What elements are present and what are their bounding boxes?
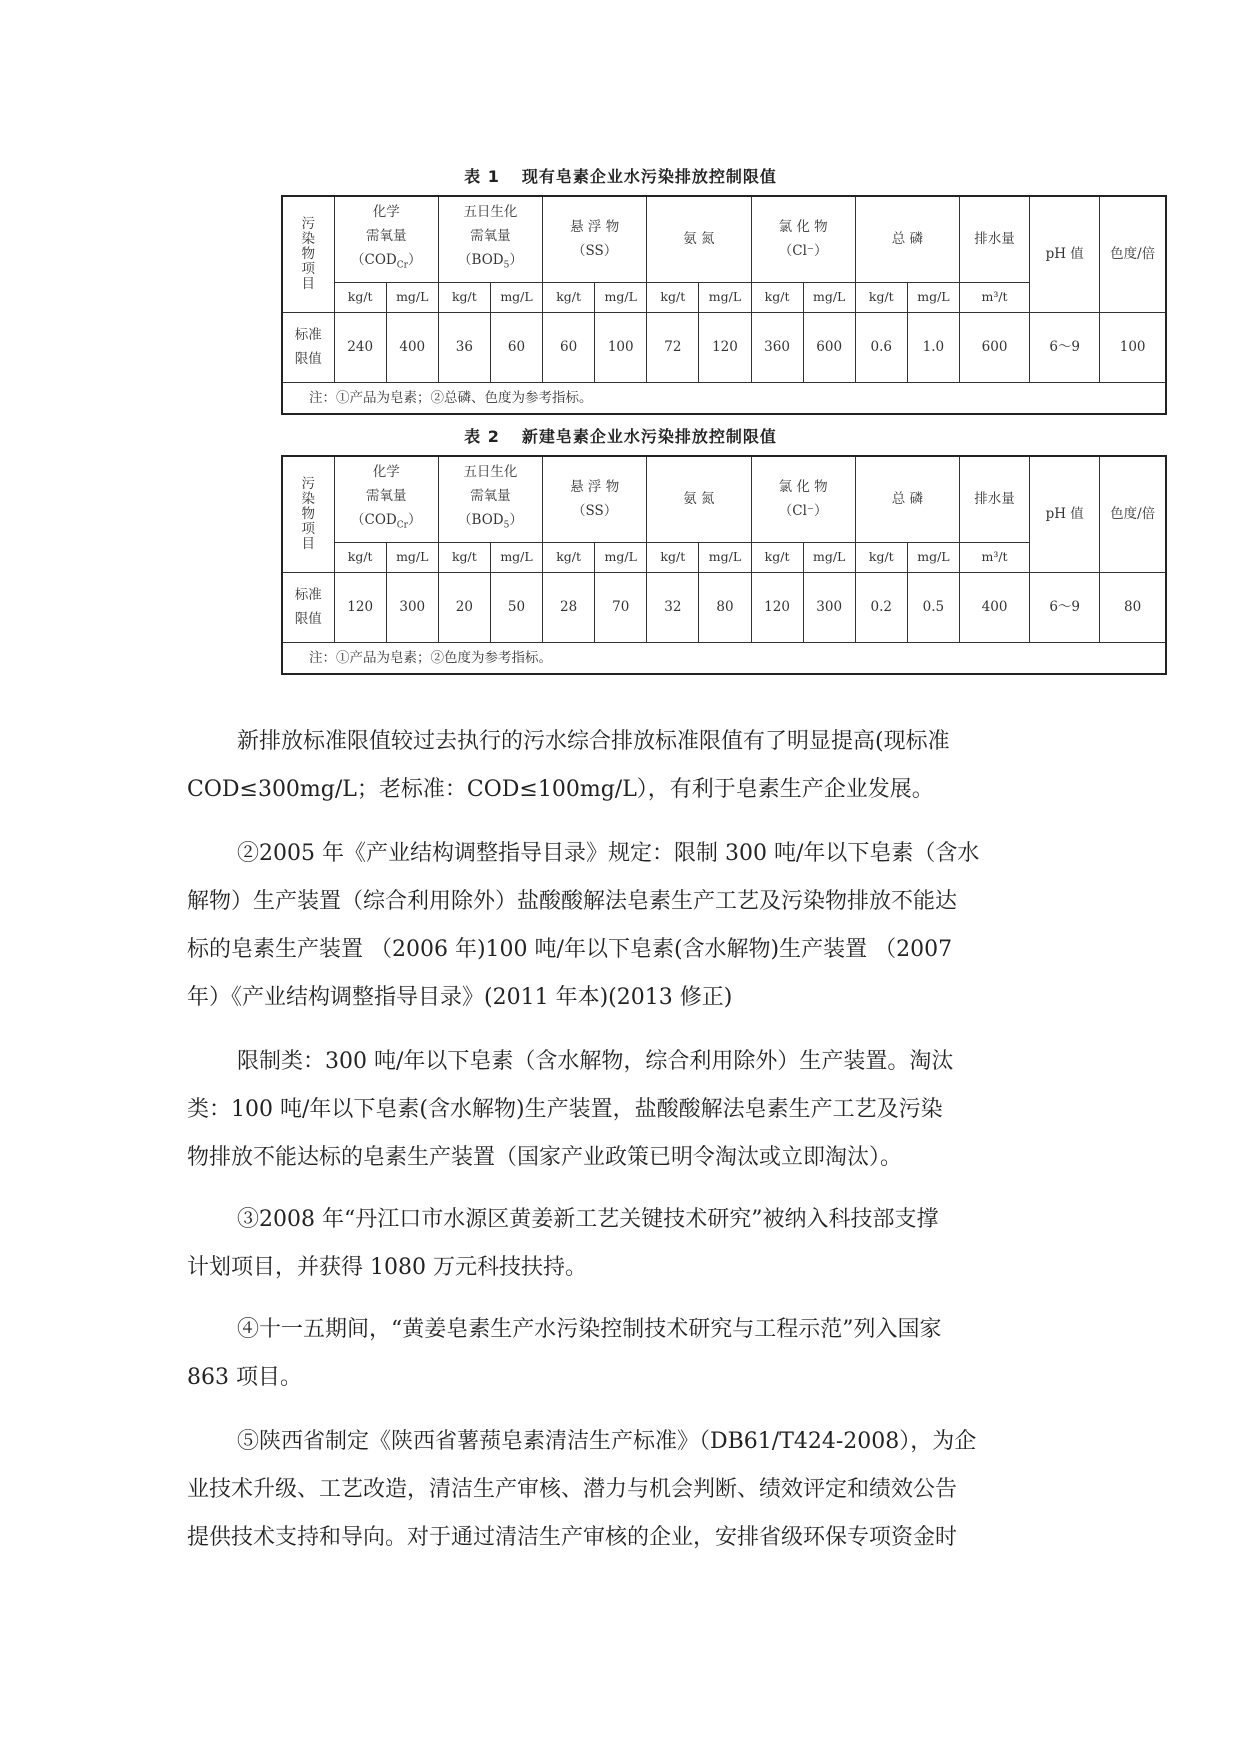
paragraph-4: [187, 1196, 1047, 1292]
unit-cell: kg/t: [438, 282, 490, 312]
col-cl-line1: 氯 化 物: [778, 219, 828, 236]
value-cell: 300: [386, 572, 438, 642]
col-ph: [1030, 456, 1100, 572]
unit-cell: mg/L: [490, 282, 542, 312]
drain-label: 排水量: [974, 491, 1015, 508]
col-bod-line1: 五日生化: [463, 204, 518, 221]
value-cell: 600: [803, 312, 855, 382]
value-cell: 36: [438, 312, 490, 382]
cod-close: ）: [407, 252, 422, 269]
table1-number: 表 1: [464, 167, 500, 186]
col-ss-line2: （SS）: [572, 243, 618, 260]
value-cell: 50: [490, 572, 542, 642]
table1: [281, 195, 1167, 415]
ph-label: pH 值: [1045, 246, 1084, 263]
col-cod-line1: 化学: [372, 204, 400, 221]
unit-cell: mg/L: [386, 542, 438, 572]
unit-cell: kg/t: [647, 282, 699, 312]
table2: [281, 455, 1167, 675]
col-cod-line1: 化学: [372, 464, 400, 481]
text-line: 解物）生产装置（综合利用除外）盐酸酸解法皂素生产工艺及污染物排放不能达: [187, 889, 958, 914]
unit-cell: kg/t: [751, 542, 803, 572]
col-color: [1100, 456, 1166, 572]
unit-cell: mg/L: [907, 542, 959, 572]
unit-cell: mg/L: [907, 282, 959, 312]
value-cell: 0.5: [907, 572, 959, 642]
value-cell: 400: [386, 312, 438, 382]
bod-close: ）: [509, 252, 523, 269]
paragraph-1: [187, 718, 1047, 814]
value-cell: 20: [438, 572, 490, 642]
text-line: 年）《产业结构调整指导目录》(2011 年本)(2013 修正): [187, 985, 733, 1010]
text-line: 类：100 吨/年以下皂素(含水解物)生产装置，盐酸酸解法皂素生产工艺及污染: [187, 1097, 943, 1122]
row-header-label: [282, 456, 334, 572]
col-cl-line2: （Cl⁻）: [778, 503, 828, 520]
unit-cell: kg/t: [334, 282, 386, 312]
table1-caption: [0, 164, 1241, 187]
unit-cell: kg/t: [647, 542, 699, 572]
table2-note: 注：①产品为皂素；②色度为参考指标。: [282, 642, 1166, 674]
text-line: 863 项目。: [187, 1365, 302, 1390]
paragraph-6: [187, 1418, 1047, 1562]
text-line: ④十一五期间，“黄姜皂素生产水污染控制技术研究与工程示范”列入国家: [237, 1317, 942, 1342]
col-ss-line2: （SS）: [572, 503, 618, 520]
col-bod-line2: 需氧量: [470, 228, 511, 245]
unit-cell: mg/L: [595, 542, 647, 572]
cod-abbr: （COD: [351, 252, 397, 269]
paragraph-5: [187, 1306, 1047, 1402]
unit-cell: kg/t: [334, 542, 386, 572]
color-label: 色度/倍: [1110, 246, 1156, 263]
value-row-text: 标准限值: [294, 587, 322, 627]
table2-caption: [0, 424, 1241, 447]
col-tp: [855, 196, 959, 282]
value-cell: 70: [595, 572, 647, 642]
value-cell: 80: [1100, 572, 1166, 642]
value-cell: 0.2: [855, 572, 907, 642]
unit-cell: mg/L: [699, 282, 751, 312]
text-line: ⑤陕西省制定《陕西省薯蓣皂素清洁生产标准》（DB61/T424-2008），为企: [237, 1429, 977, 1454]
col-color: [1100, 196, 1166, 312]
col-tp-line1: 总 磷: [891, 491, 923, 508]
value-row-label: [282, 572, 334, 642]
text-line: 物排放不能达标的皂素生产装置（国家产业政策已明令淘汰或立即淘汰）。: [187, 1145, 903, 1170]
value-cell: 32: [647, 572, 699, 642]
col-ph: [1030, 196, 1100, 312]
value-cell: 600: [959, 312, 1029, 382]
value-cell: 120: [334, 572, 386, 642]
table2-number: 表 2: [464, 427, 500, 446]
bod-close: ）: [509, 512, 523, 529]
unit-cell: mg/L: [595, 282, 647, 312]
value-cell: 0.6: [855, 312, 907, 382]
col-cl-line2: （Cl⁻）: [778, 243, 828, 260]
text-line: ②2005 年《产业结构调整指导目录》规定：限制 300 吨/年以下皂素（含水: [237, 841, 980, 866]
col-cl: [751, 456, 855, 542]
bod-sub: 5: [503, 261, 510, 272]
color-label: 色度/倍: [1110, 506, 1156, 523]
col-ss: [543, 456, 647, 542]
unit-cell: mg/L: [490, 542, 542, 572]
value-row-text: 标准限值: [294, 327, 322, 367]
value-cell: 400: [959, 572, 1029, 642]
value-cell: 100: [595, 312, 647, 382]
col-drain: [959, 456, 1029, 542]
col-cl-line1: 氯 化 物: [778, 479, 828, 496]
unit-cell: mg/L: [803, 542, 855, 572]
bod-sub: 5: [503, 521, 510, 532]
unit-cell: kg/t: [855, 282, 907, 312]
text-line: 标的皂素生产装置 （2006 年)100 吨/年以下皂素(含水解物)生产装置 （2007: [187, 937, 953, 962]
value-cell: 1.0: [907, 312, 959, 382]
value-cell: 6～9: [1030, 312, 1100, 382]
unit-cell: mg/L: [699, 542, 751, 572]
value-cell: 80: [699, 572, 751, 642]
cod-abbr: （COD: [351, 512, 397, 529]
unit-cell: kg/t: [543, 542, 595, 572]
value-cell: 300: [803, 572, 855, 642]
col-ss-line1: 悬 浮 物: [570, 479, 620, 496]
col-nh3-line1: 氨 氮: [683, 491, 715, 508]
value-cell: 360: [751, 312, 803, 382]
text-line: 新排放标准限值较过去执行的污水综合排放标准限值有了明显提高(现标准: [237, 729, 950, 754]
value-cell: 120: [751, 572, 803, 642]
col-tp: [855, 456, 959, 542]
col-bod: [438, 456, 542, 542]
col-tp-line1: 总 磷: [891, 231, 923, 248]
col-bod: [438, 196, 542, 282]
bod-abbr: （BOD: [458, 252, 504, 269]
cod-sub: Cr: [396, 521, 408, 532]
table1-title: 现有皂素企业水污染排放控制限值: [521, 167, 777, 186]
unit-cell: mg/L: [386, 282, 438, 312]
col-cl: [751, 196, 855, 282]
unit-cell: kg/t: [438, 542, 490, 572]
row-header-label: [282, 196, 334, 312]
unit-cell: m³/t: [959, 542, 1029, 572]
text-line: COD≤300mg/L；老标准：COD≤100mg/L），有利于皂素生产企业发展。: [187, 777, 934, 802]
col-cod-line3: [335, 248, 438, 278]
col-bod-line2: 需氧量: [470, 488, 511, 505]
text-line: 提供技术支持和导向。对于通过清洁生产审核的企业，安排省级环保专项资金时: [187, 1525, 958, 1550]
col-nh3: [647, 196, 751, 282]
ph-label: pH 值: [1045, 506, 1084, 523]
text-line: 业技术升级、工艺改造，清洁生产审核、潜力与机会判断、绩效评定和绩效公告: [187, 1477, 958, 1502]
value-cell: 240: [334, 312, 386, 382]
col-cod: [334, 456, 438, 542]
cod-close: ）: [407, 512, 422, 529]
unit-cell: kg/t: [543, 282, 595, 312]
row-header-text: 污染物项目: [301, 475, 316, 552]
unit-cell: kg/t: [751, 282, 803, 312]
col-drain: [959, 196, 1029, 282]
text-line: ③2008 年“丹江口市水源区黄姜新工艺关键技术研究”被纳入科技部支撑: [237, 1207, 939, 1232]
drain-label: 排水量: [974, 231, 1015, 248]
col-nh3-line1: 氨 氮: [683, 231, 715, 248]
col-ss: [543, 196, 647, 282]
col-bod-line1: 五日生化: [463, 464, 518, 481]
col-nh3: [647, 456, 751, 542]
text-line: 限制类：300 吨/年以下皂素（含水解物，综合利用除外）生产装置。淘汰: [237, 1049, 954, 1074]
value-cell: 60: [543, 312, 595, 382]
value-cell: 28: [543, 572, 595, 642]
bod-abbr: （BOD: [458, 512, 504, 529]
value-cell: 60: [490, 312, 542, 382]
paragraph-2: [187, 830, 1047, 1022]
col-cod: [334, 196, 438, 282]
col-cod-line2: 需氧量: [365, 228, 407, 245]
paragraph-3: [187, 1038, 1047, 1182]
cod-sub: Cr: [396, 261, 408, 272]
value-cell: 72: [647, 312, 699, 382]
col-cod-line3: [335, 508, 438, 538]
value-row-label: [282, 312, 334, 382]
table1-note: 注：①产品为皂素；②总磷、色度为参考指标。: [282, 382, 1166, 414]
col-ss-line1: 悬 浮 物: [570, 219, 620, 236]
unit-cell: kg/t: [855, 542, 907, 572]
row-header-text: 污染物项目: [301, 215, 316, 292]
unit-cell: mg/L: [803, 282, 855, 312]
value-cell: 6～9: [1030, 572, 1100, 642]
col-bod-line3: [439, 508, 542, 538]
value-cell: 100: [1100, 312, 1166, 382]
col-bod-line3: [439, 248, 542, 278]
unit-cell: m³/t: [959, 282, 1029, 312]
col-cod-line2: 需氧量: [365, 488, 407, 505]
table2-title: 新建皂素企业水污染排放控制限值: [521, 427, 777, 446]
text-line: 计划项目，并获得 1080 万元科技扶持。: [187, 1255, 587, 1280]
value-cell: 120: [699, 312, 751, 382]
